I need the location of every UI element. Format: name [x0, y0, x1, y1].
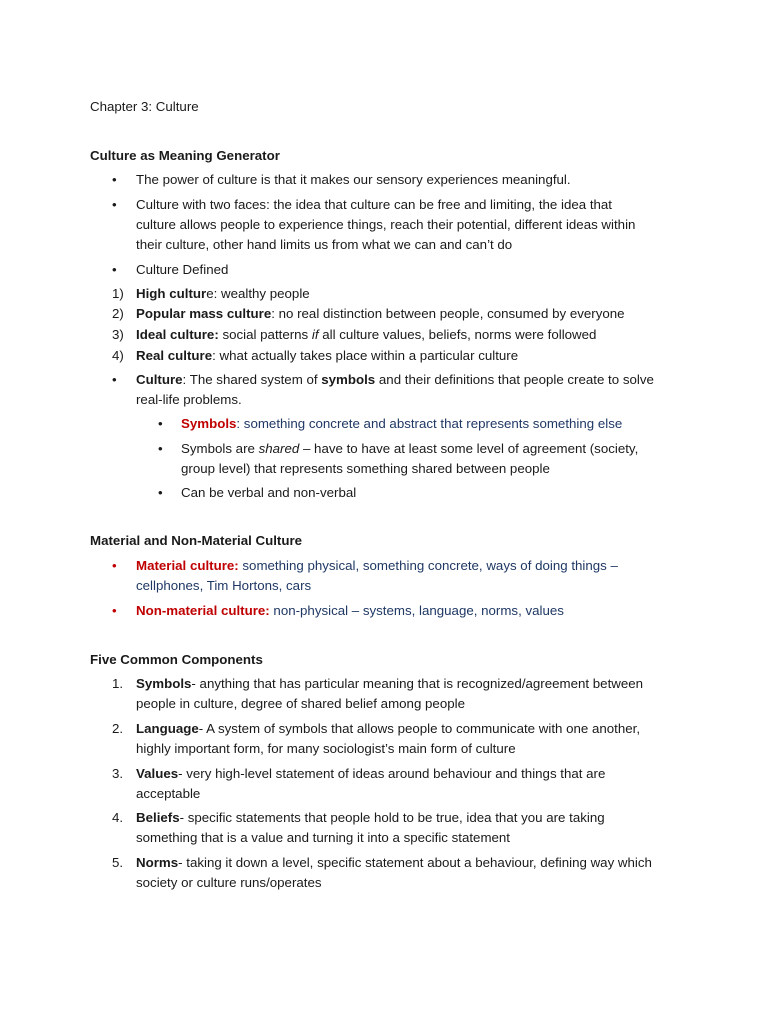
bullet-text: real-life problems.: [136, 392, 242, 407]
definition: non-physical – systems, language, norms, values: [269, 603, 564, 618]
bullet-marker: •: [112, 197, 117, 212]
definition: - anything that has particular meaning that is recognized/agreement between: [191, 676, 644, 691]
definition: something physical, something concrete, ways of doing things –: [238, 558, 618, 573]
list-item-popular-mass-culture: [136, 304, 625, 324]
list-number: 2): [112, 306, 124, 321]
bullet-text: The power of culture is that it makes our sensory experiences meaningful.: [136, 172, 571, 187]
term: High cultur: [136, 286, 207, 301]
bullet-marker: •: [112, 558, 117, 573]
definition: e: wealthy people: [206, 286, 310, 301]
bullet-marker: •: [112, 262, 117, 277]
term: Values: [136, 766, 179, 781]
component-norms: [136, 853, 652, 873]
list-number: 3): [112, 327, 124, 342]
term: Symbols: [181, 416, 237, 431]
term: Non-material culture:: [136, 603, 270, 618]
definition: - taking it down a level, specific statement about a behaviour, defining way which: [178, 855, 652, 870]
bullet-text: cellphones, Tim Hortons, cars: [136, 578, 312, 593]
bullet-marker: •: [112, 372, 117, 387]
bullet-marker: •: [112, 603, 117, 618]
term: symbols: [321, 372, 376, 387]
list-number: 2.: [112, 721, 124, 736]
component-language: [136, 719, 640, 739]
section-heading-meaning-generator: Culture as Meaning Generator: [90, 148, 280, 163]
bullet-marker: •: [112, 172, 117, 187]
list-number: 1.: [112, 676, 124, 691]
component-text: something that is a value and turning it into a specific statement: [136, 830, 511, 845]
definition: : what actually takes place within a particular culture: [212, 348, 519, 363]
list-number: 4.: [112, 810, 124, 825]
bullet-text: their culture, other hand limits us from what we can and can’t do: [136, 237, 513, 252]
list-item-real-culture: [136, 346, 518, 366]
definition: and their definitions that people create to solve: [375, 372, 654, 387]
sub-bullet-shared: [181, 439, 638, 459]
list-number: 5.: [112, 855, 124, 870]
term: Beliefs: [136, 810, 180, 825]
definition: - very high-level statement of ideas around behaviour and things that are: [178, 766, 606, 781]
term: Norms: [136, 855, 179, 870]
term: Popular mass culture: [136, 306, 272, 321]
list-number: 3.: [112, 766, 124, 781]
section-heading-material-culture: Material and Non-Material Culture: [90, 533, 303, 548]
sub-bullet-marker: •: [158, 441, 163, 456]
bullet-material-culture: [136, 556, 618, 576]
definition: social patterns: [218, 327, 312, 342]
term: Ideal culture:: [136, 327, 219, 342]
emphasis: if: [311, 327, 319, 342]
term: Language: [136, 721, 199, 736]
definition: : The shared system of: [182, 372, 322, 387]
chapter-title: Chapter 3: Culture: [90, 99, 199, 114]
component-values: [136, 764, 605, 784]
term: Culture: [136, 372, 183, 387]
term: Real culture: [136, 348, 213, 363]
bullet-text: culture allows people to experience things, reach their potential, different ideas within: [136, 217, 636, 232]
list-number: 1): [112, 286, 124, 301]
list-item-high-culture: [136, 284, 310, 304]
bullet-culture-definition: [136, 370, 654, 390]
definition: - specific statements that people hold to be true, idea that you are taking: [179, 810, 605, 825]
component-text: people in culture, degree of shared belief among people: [136, 696, 465, 711]
component-text: acceptable: [136, 786, 201, 801]
definition: : something concrete and abstract that represents something else: [236, 416, 623, 431]
emphasis: shared: [258, 441, 300, 456]
sub-bullet-marker: •: [158, 485, 163, 500]
sub-bullet-symbols: [181, 414, 622, 434]
list-item-ideal-culture: [136, 325, 596, 345]
bullet-text: Culture Defined: [136, 262, 229, 277]
definition: : no real distinction between people, consumed by everyone: [271, 306, 625, 321]
list-number: 4): [112, 348, 124, 363]
component-beliefs: [136, 808, 605, 828]
text: – have to have at least some level of agreement (society,: [299, 441, 639, 456]
definition: all culture values, beliefs, norms were followed: [318, 327, 597, 342]
term: Material culture:: [136, 558, 239, 573]
component-text: highly important form, for many sociologist’s main form of culture: [136, 741, 516, 756]
component-text: society or culture runs/operates: [136, 875, 322, 890]
term: Symbols: [136, 676, 192, 691]
section-heading-five-components: Five Common Components: [90, 652, 263, 667]
text: Symbols are: [181, 441, 259, 456]
bullet-non-material-culture: [136, 601, 564, 621]
sub-bullet-text: group level) that represents something shared between people: [181, 461, 550, 476]
bullet-text: Culture with two faces: the idea that culture can be free and limiting, the idea that: [136, 197, 613, 212]
definition: - A system of symbols that allows people to communicate with one another,: [198, 721, 641, 736]
component-symbols: [136, 674, 643, 694]
sub-bullet-text: Can be verbal and non-verbal: [181, 485, 357, 500]
sub-bullet-marker: •: [158, 416, 163, 431]
